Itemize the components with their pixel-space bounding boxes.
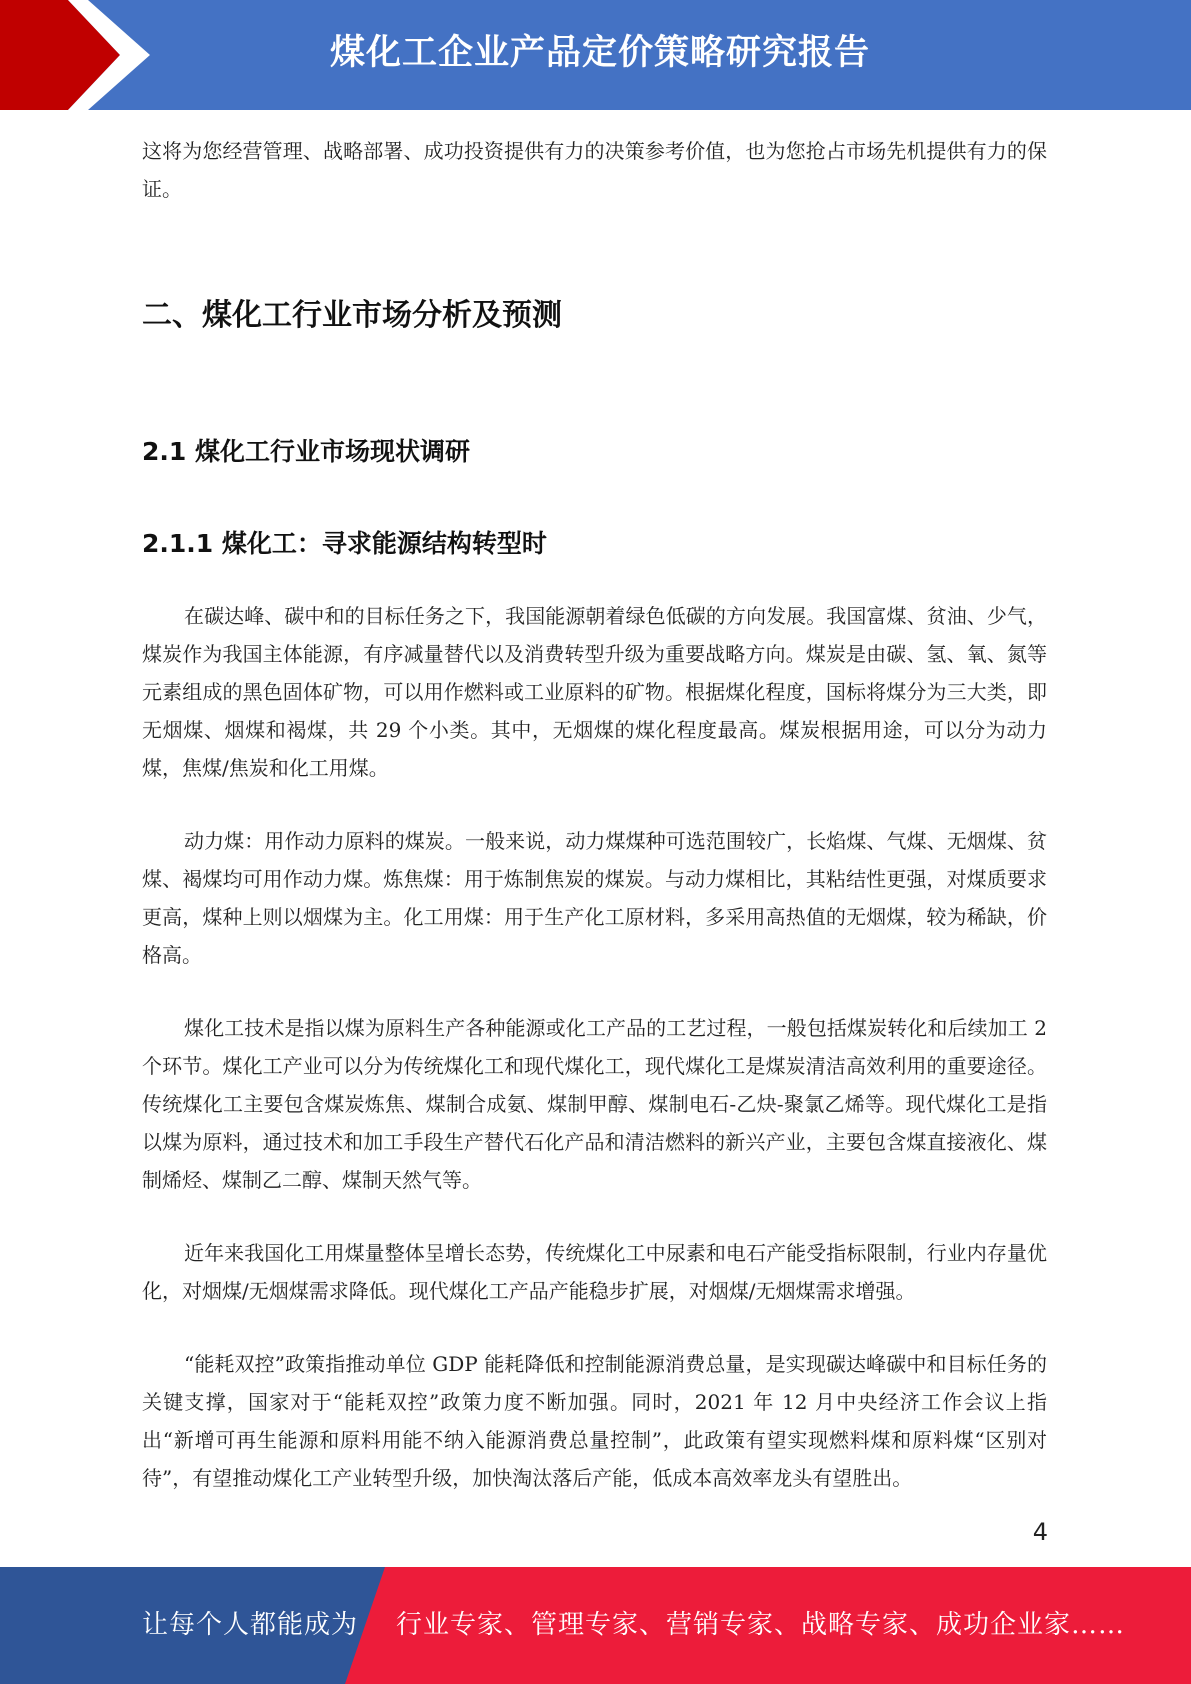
body-paragraph: “能耗双控”政策指推动单位 GDP 能耗降低和控制能源消费总量，是实现碳达峰碳中和目标任务的关键支撑，国家对于“能耗双控”政策力度不断加强。同时，2021 年 12 月中央经济工作会议上指出“新增可再生能源和原料用能不纳入能源消费总量控制”，此政策有望实现燃料煤和原料煤“区别对待”，有望推动煤化工产业转型升级，加快淘汰落后产能，低成本高效率龙头有望胜出。 <box>142 1352 1047 1490</box>
body-paragraph: 近年来我国化工用煤量整体呈增长态势，传统煤化工中尿素和电石产能受指标限制，行业内存量优化，对烟煤/无烟煤需求降低。现代煤化工产品产能稳步扩展，对烟煤/无烟煤需求增强。 <box>142 1241 1047 1303</box>
subsection-heading: 2.1 煤化工行业市场现状调研 <box>142 437 470 466</box>
body-paragraph: 煤化工技术是指以煤为原料生产各种能源或化工产品的工艺过程，一般包括煤炭转化和后续加工 2 个环节。煤化工产业可以分为传统煤化工和现代煤化工，现代煤化工是煤炭清洁高效利用的重要途径。传统煤化工主要包含煤炭炼焦、煤制合成氨、煤制甲醇、煤制电石-乙炔-聚氯乙烯等。现代煤化工是指以煤为原料，通过技术和加工手段生产替代石化产品和清洁燃料的新兴产业，主要包含煤直接液化、煤制烯烃、煤制乙二醇、煤制天然气等。 <box>142 1016 1047 1192</box>
footer-banner <box>0 1567 1191 1684</box>
section-heading: 二、煤化工行业市场分析及预测 <box>142 298 562 333</box>
report-title: 煤化工企业产品定价策略研究报告 <box>329 33 870 73</box>
subsubsection-heading: 2.1.1 煤化工：寻求能源结构转型时 <box>142 529 547 558</box>
body-paragraph: 动力煤：用作动力原料的煤炭。一般来说，动力煤煤种可选范围较广，长焰煤、气煤、无烟煤、贫煤、褐煤均可用作动力煤。炼焦煤：用于炼制焦炭的煤炭。与动力煤相比，其粘结性更强，对煤质要求更高，煤种上则以烟煤为主。化工用煤：用于生产化工原材料，多采用高热值的无烟煤，较为稀缺，价格高。 <box>142 829 1047 967</box>
intro-paragraph: 这将为您经营管理、战略部署、成功投资提供有力的决策参考价值，也为您抢占市场先机提供有力的保证。 <box>142 139 1047 201</box>
page-number: 4 <box>1032 1518 1048 1546</box>
body-text <box>142 597 1047 1532</box>
header-arrow-decoration <box>0 0 160 110</box>
body-paragraph: 在碳达峰、碳中和的目标任务之下，我国能源朝着绿色低碳的方向发展。我国富煤、贫油、少气，煤炭作为我国主体能源，有序减量替代以及消费转型升级为重要战略方向。煤炭是由碳、氢、氧、氮等元素组成的黑色固体矿物，可以用作燃料或工业原料的矿物。根据煤化程度，国标将煤分为三大类，即无烟煤、烟煤和褐煤，共 29 个小类。其中，无烟煤的煤化程度最高。煤炭根据用途，可以分为动力煤，焦煤/焦炭和化工用煤。 <box>142 604 1047 780</box>
footer-slogan-right: 行业专家、管理专家、营销专家、战略专家、成功企业家…… <box>396 1610 1126 1640</box>
footer-slogan-left: 让每个人都能成为 <box>142 1610 359 1640</box>
intro-block <box>142 132 1047 208</box>
header-banner <box>0 0 1191 110</box>
